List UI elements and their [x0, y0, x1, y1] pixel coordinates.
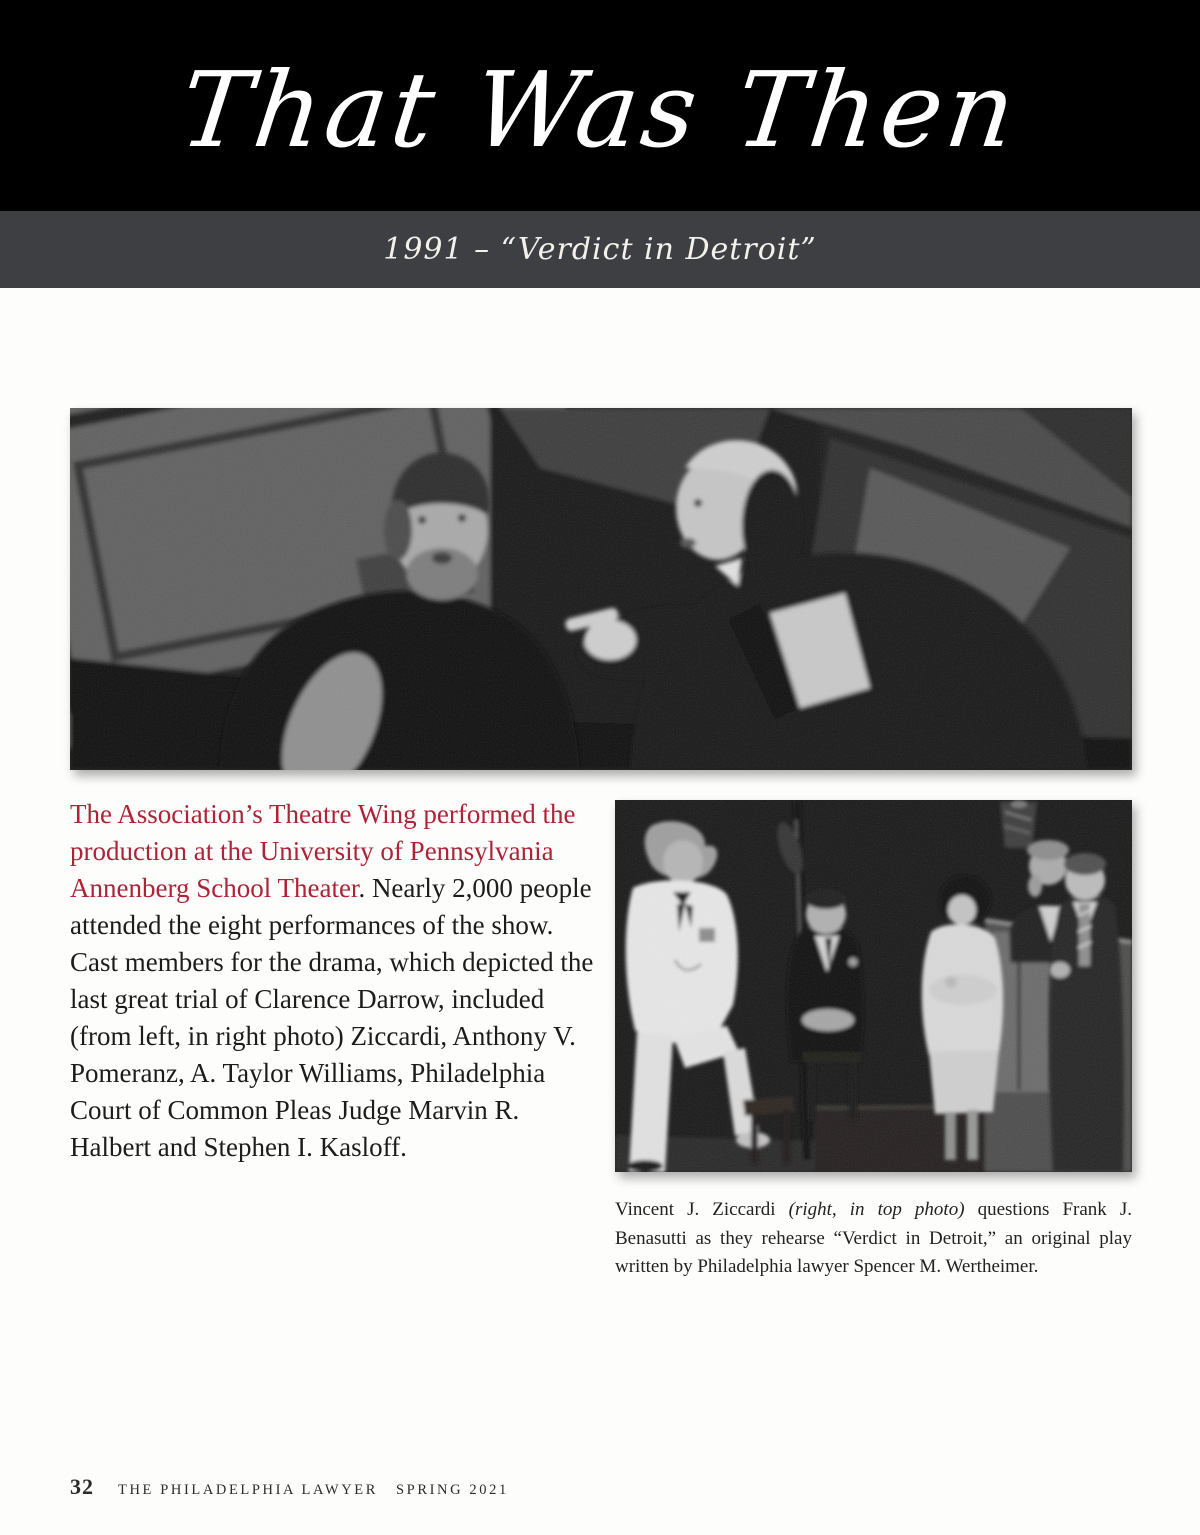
- subtitle-text: 1991 – “Verdict in Detroit”: [383, 232, 817, 267]
- courtroom-photo-art: [615, 800, 1132, 1172]
- caption-suffix: questions Frank J. Benasutti as they rehearse “Verdict in Detroit,” an original play written by Philadelphia lawyer Spencer M. Wertheimer.: [615, 1199, 1132, 1277]
- photo-caption: [615, 1196, 1132, 1282]
- magazine-name: THE PHILADELPHIA LAWYER: [118, 1482, 379, 1498]
- issue-label: SPRING 2021: [396, 1482, 509, 1498]
- rehearsal-photo-art: [70, 408, 1132, 770]
- courtroom-photo: [615, 800, 1132, 1172]
- rehearsal-photo: [70, 408, 1132, 770]
- article-lead-red: The Association’s Theatre Wing performed the production at the University of Pennsylvania Annenberg School Theater: [70, 799, 576, 903]
- title-banner: [0, 0, 1200, 211]
- caption-prefix: Vincent J. Ziccardi: [615, 1199, 789, 1220]
- page-number: 32: [70, 1474, 94, 1499]
- subtitle-banner: [0, 211, 1200, 288]
- page-title: That Was Then: [173, 48, 1026, 171]
- page-footer: [70, 1474, 509, 1500]
- caption-italic: (right, in top photo): [788, 1199, 965, 1220]
- article-body: [70, 796, 598, 1166]
- article-lead-rest: . Nearly 2,000 people attended the eight performances of the show. Cast members for the drama, which depicted the last great trial of Clarence Darrow, included (from left, in right photo) Ziccardi, Anthony V. Pomeranz, A. Taylor Williams, Philadelphia Court of Common Pleas Judge Marvin R. Halbert and Stephen I. Kasloff.: [70, 873, 594, 1162]
